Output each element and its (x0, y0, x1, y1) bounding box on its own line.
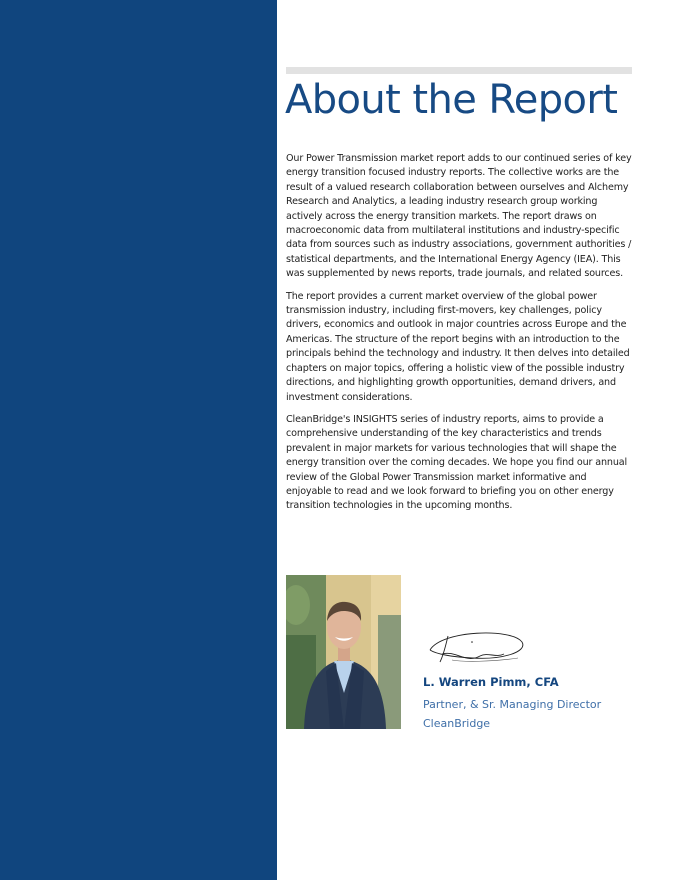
page-title: About the Report (285, 77, 618, 123)
author-photo (286, 575, 401, 729)
signature-image (422, 624, 532, 668)
body-text (286, 152, 632, 522)
signer-name: L. Warren Pimm, CFA (423, 675, 559, 689)
signer-organization: CleanBridge (423, 717, 491, 730)
side-color-band (0, 0, 277, 880)
paragraph-2: The report provides a current market overview of the global power transmission industry, including first-movers, key challenges, policy drivers, economics and outlook in major countries across Europe and the Americas. The structure of the report begins with an introduction to the principals behind the technology and industry. It then delves into detailed chapters on major topics, offering a holistic view of the possible industry directions, and highlighting growth opportunities, demand drivers, and investment considerations. (286, 290, 630, 403)
title-rule (286, 67, 632, 74)
paragraph-1: Our Power Transmission market report adds to our continued series of key energy transition focused industry reports. The collective works are the result of a valued research collaboration between ourselves and Alchemy Research and Analytics, a leading industry research group working actively across the energy transition markets. The report draws on macroeconomic data from multilateral institutions and industry-specific data from sources such as industry associations, government authorities / statistical departments, and the International Energy Agency (IEA). This was supplemented by news reports, trade journals, and related sources. (286, 153, 632, 280)
paragraph-3: CleanBridge's INSIGHTS series of industry reports, aims to provide a comprehensive understanding of the key characteristics and trends prevalent in major markets for various technologies that will shape the energy transition over the coming decades. We hope you find our annual review of the Global Power Transmission market informative and enjoyable to read and we look forward to briefing you on other energy transition technologies in the upcoming months. (286, 413, 627, 512)
signer-title: Partner, & Sr. Managing Director (423, 698, 602, 711)
